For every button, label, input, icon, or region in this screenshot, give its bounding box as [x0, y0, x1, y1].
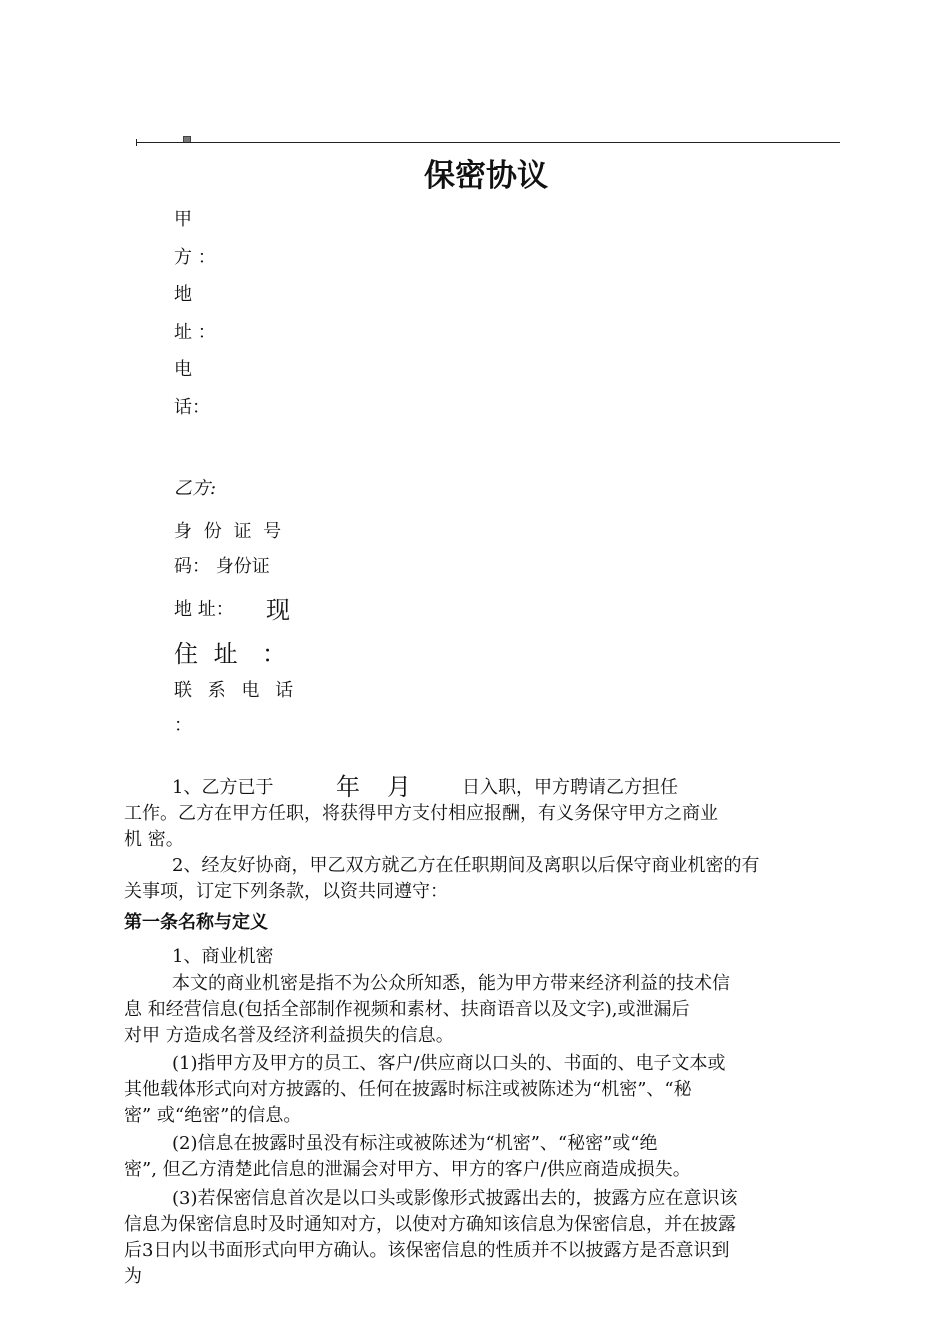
clause-1-prefix: 1、乙方已于	[172, 777, 274, 798]
article-1-heading: 第一条名称与定义	[124, 912, 268, 933]
party-b-label: 乙方:	[174, 478, 217, 499]
party-a-address-label-cont: 址 ：	[174, 322, 216, 343]
party-b-residence-label: 住 址	[174, 640, 242, 668]
clause-1-year: 年	[336, 773, 360, 801]
clause-1-line-2: 工作。乙方在甲方任职，将获得甲方支付相应报酬，有义务保守甲方之商业	[124, 803, 718, 824]
clause-2-paragraph: 2、经友好协商，甲乙双方就乙方在任职期间及离职以后保守商业机密的有 关事项，订定下列条款，以资共同遵守：	[124, 855, 760, 902]
party-b-residence-colon: ：	[262, 640, 286, 668]
clause-1-rest: 日入职，甲方聘请乙方担任	[462, 777, 678, 798]
article-1-item-2: (2)信息在披露时虽没有标注或被陈述为“机密”、“秘密”或“绝 密”, 但乙方清楚此信息的泄漏会对甲方、甲方的客户/供应商造成损失。	[124, 1133, 691, 1180]
party-a-label-cont: 方 ：	[174, 247, 216, 268]
clause-1-month: 月	[387, 773, 411, 801]
party-b-id-label: 身 份 证 号	[174, 521, 285, 542]
article-1-body: 本文的商业机密是指不为公众所知悉，能为甲方带来经济利益的技术信 息 和经营信息(包括全部制作视频和素材、扶商语音以及文字),或泄漏后 对甲 方造成名誉及经济利益损失的信息。	[124, 973, 730, 1046]
party-a-phone-label: 电	[174, 359, 192, 380]
party-b-address-label: 地 址：	[174, 599, 234, 620]
party-a-address-label: 地	[174, 284, 192, 305]
article-1-sub-heading: 1、商业机密	[172, 946, 274, 967]
clause-1-line-3: 机 密。	[124, 829, 184, 850]
party-a-label: 甲	[174, 209, 192, 230]
ruler-line	[137, 142, 840, 143]
article-1-item-1: (1)指甲方及甲方的员工、客户/供应商以口头的、书面的、电子文本或 其他载体形式向对方披露的、任何在披露时标注或被陈述为“机密”、“秘 密” 或“绝密”的信息。	[124, 1053, 726, 1126]
party-b-id-label-cont: 码： 身份证	[174, 556, 270, 577]
document-title: 保密协议	[424, 158, 548, 194]
party-b-phone-label-cont: ：	[174, 715, 192, 736]
article-1-item-3: (3)若保密信息首次是以口头或影像形式披露出去的，披露方应在意识该 信息为保密信息时及时通知对方，以使对方确知该信息为保密信息，并在披露 后3日内以书面形式向甲方确认。该保密信息的性质并不以披露方是否意识到 为	[124, 1188, 738, 1287]
party-b-current-label: 现	[266, 596, 290, 624]
party-b-phone-label: 联 系 电 话	[174, 680, 299, 701]
party-a-phone-label-cont: 话：	[174, 397, 210, 418]
